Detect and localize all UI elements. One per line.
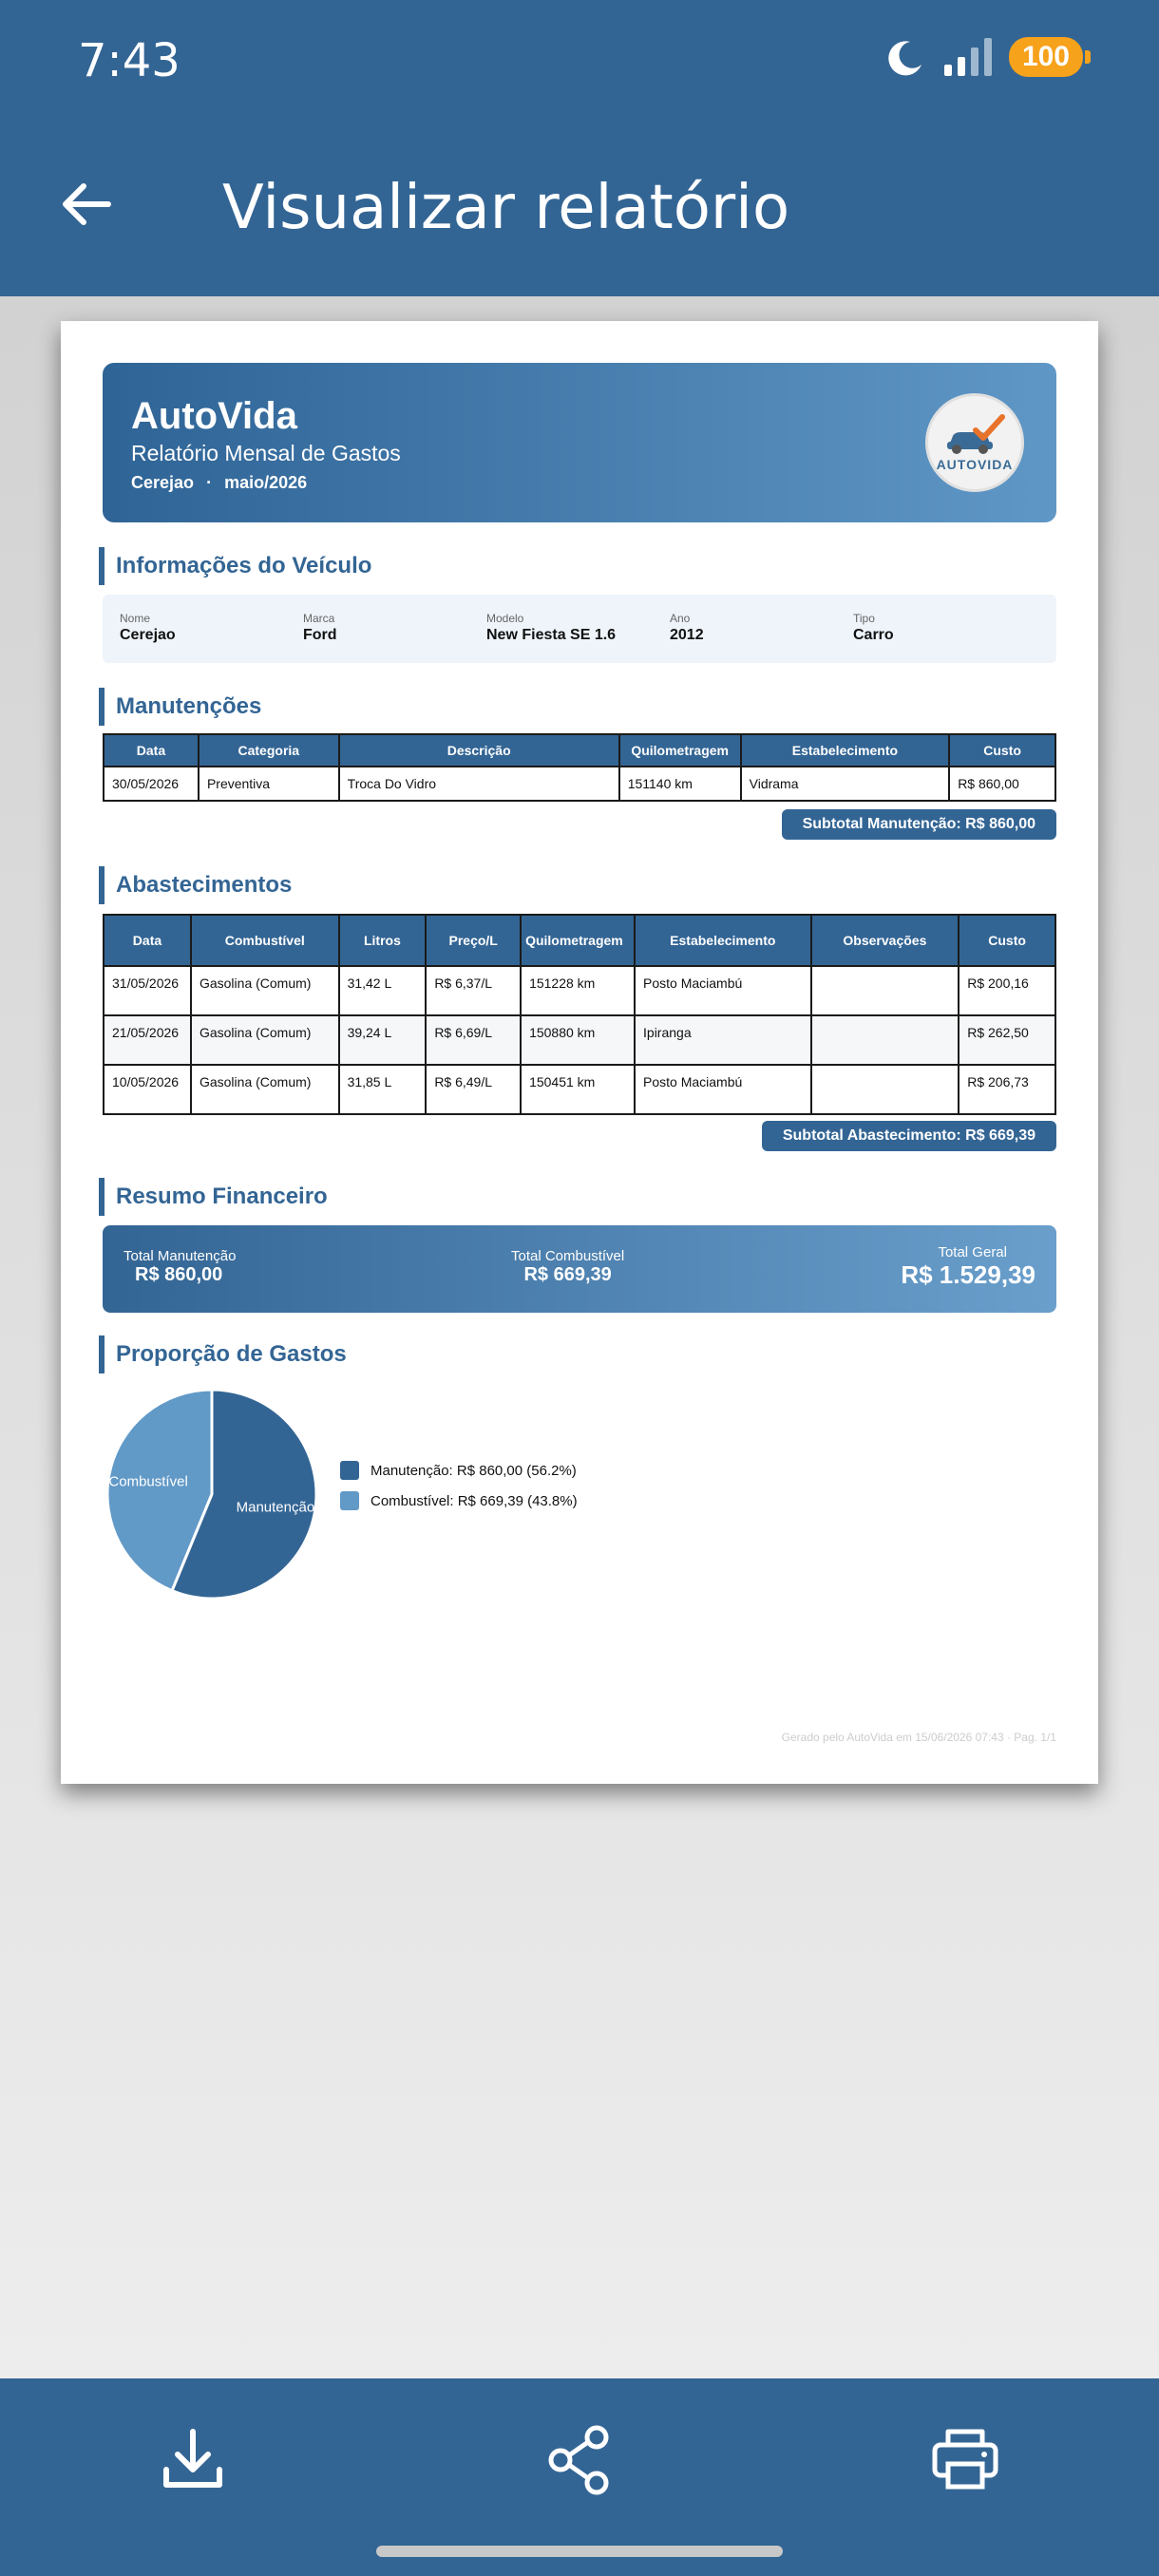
report-brand: AutoVida	[131, 395, 297, 437]
summary-total	[901, 1244, 1036, 1290]
column-header: Estabelecimento	[635, 915, 811, 966]
column-header: Categoria	[199, 734, 339, 767]
table-cell: R$ 206,73	[959, 1065, 1055, 1114]
report-vehicle-name: Cerejao	[131, 473, 195, 492]
vehicle-info-box	[103, 595, 1056, 663]
meta-separator: ·	[206, 473, 213, 492]
table-cell: 30/05/2026	[104, 767, 199, 801]
table-cell: 10/05/2026	[104, 1065, 191, 1114]
table-cell: Vidrama	[741, 767, 950, 801]
section-proportion: Proporção de Gastos	[99, 1335, 347, 1373]
table-cell: R$ 262,50	[959, 1015, 1055, 1065]
share-icon[interactable]	[542, 2422, 618, 2498]
chart-legend	[340, 1461, 578, 1522]
legend-item	[340, 1491, 578, 1510]
fuel-table	[103, 914, 1056, 1115]
table-cell: R$ 6,37/L	[426, 966, 521, 1015]
field-value: 2012	[670, 627, 704, 643]
app-bar	[0, 0, 1159, 296]
field-label: Marca	[303, 612, 335, 625]
field-value: Cerejao	[120, 627, 176, 643]
signal-icon	[942, 36, 992, 78]
summary-value: R$ 860,00	[135, 1264, 223, 1285]
table-cell: Gasolina (Comum)	[191, 1015, 339, 1065]
field-label: Nome	[120, 612, 151, 625]
summary-value: R$ 669,39	[523, 1264, 612, 1285]
section-fuel: Abastecimentos	[99, 866, 292, 904]
moon-icon	[884, 36, 925, 78]
column-header: Data	[104, 915, 191, 966]
table-cell	[811, 966, 960, 1015]
autovida-logo	[925, 393, 1024, 492]
pie-label: Combustível	[108, 1473, 188, 1490]
legend-label: Combustível: R$ 669,39 (43.8%)	[370, 1492, 578, 1509]
report-meta	[131, 473, 307, 493]
field-value: New Fiesta SE 1.6	[486, 627, 617, 643]
section-maintenance: Manutenções	[99, 688, 261, 726]
table-cell: R$ 6,49/L	[426, 1065, 521, 1114]
legend-swatch	[340, 1491, 359, 1510]
table-cell: 31,85 L	[339, 1065, 427, 1114]
legend-item	[340, 1461, 578, 1480]
summary-value: R$ 1.529,39	[901, 1260, 1036, 1289]
table-row	[104, 966, 1055, 1015]
field-label: Tipo	[853, 612, 875, 625]
vehicle-field	[303, 612, 337, 644]
column-header: Custo	[949, 734, 1055, 767]
report-subtitle: Relatório Mensal de Gastos	[131, 441, 401, 465]
summary-fuel	[511, 1248, 624, 1286]
table-cell: 150880 km	[521, 1015, 635, 1065]
field-value: Carro	[853, 627, 894, 643]
field-value: Ford	[303, 627, 337, 643]
vehicle-field	[120, 612, 176, 644]
table-cell: Gasolina (Comum)	[191, 966, 339, 1015]
home-indicator[interactable]	[376, 2546, 783, 2557]
financial-summary	[103, 1225, 1056, 1313]
table-cell: 21/05/2026	[104, 1015, 191, 1065]
vehicle-field	[853, 612, 894, 644]
column-header: Quilometragem	[619, 734, 741, 767]
legend-label: Manutenção: R$ 860,00 (56.2%)	[370, 1462, 577, 1479]
summary-label: Total Manutenção	[124, 1248, 237, 1264]
fuel-subtotal: Subtotal Abastecimento: R$ 669,39	[762, 1121, 1056, 1151]
column-header: Data	[104, 734, 199, 767]
table-cell: 151228 km	[521, 966, 635, 1015]
battery-indicator: 100	[1009, 37, 1083, 77]
column-header: Descrição	[339, 734, 619, 767]
table-header-row	[104, 734, 1055, 767]
section-vehicle-info: Informações do Veículo	[99, 547, 371, 585]
column-header: Preço/L	[426, 915, 521, 966]
column-header: Quilometragem	[521, 915, 635, 966]
status-icons	[884, 36, 1083, 78]
page-title: Visualizar relatório	[222, 173, 790, 243]
table-cell: R$ 860,00	[949, 767, 1055, 801]
column-header: Litros	[339, 915, 427, 966]
status-time: 7:43	[78, 34, 180, 87]
table-cell: R$ 6,69/L	[426, 1015, 521, 1065]
report-period: maio/2026	[224, 473, 308, 492]
table-row	[104, 1065, 1055, 1114]
report-header	[103, 363, 1056, 522]
section-summary: Resumo Financeiro	[99, 1178, 328, 1216]
table-cell: 31/05/2026	[104, 966, 191, 1015]
report-footer: Gerado pelo AutoVida em 15/06/2026 07:43 · Pag. 1/1	[781, 1731, 1056, 1744]
logo-text: AUTOVIDA	[936, 457, 1014, 472]
table-cell: Gasolina (Comum)	[191, 1065, 339, 1114]
legend-swatch	[340, 1461, 359, 1480]
table-cell: Posto Maciambú	[635, 966, 811, 1015]
vehicle-field	[670, 612, 704, 644]
report-page	[61, 321, 1098, 1784]
vehicle-field	[486, 612, 616, 644]
maintenance-subtotal: Subtotal Manutenção: R$ 860,00	[782, 809, 1056, 840]
car-check-icon	[941, 413, 1008, 455]
download-icon[interactable]	[155, 2422, 231, 2498]
column-header: Estabelecimento	[741, 734, 950, 767]
column-header: Combustível	[191, 915, 339, 966]
summary-label: Total Combustível	[511, 1248, 625, 1264]
table-cell: 31,42 L	[339, 966, 427, 1015]
table-cell	[811, 1065, 960, 1114]
table-header-row	[104, 915, 1055, 966]
field-label: Modelo	[486, 612, 524, 625]
field-label: Ano	[670, 612, 691, 625]
table-row	[104, 767, 1055, 801]
table-row	[104, 1015, 1055, 1065]
summary-label: Total Geral	[938, 1244, 1007, 1260]
maintenance-table	[103, 733, 1056, 802]
table-cell: Posto Maciambú	[635, 1065, 811, 1114]
printer-icon[interactable]	[927, 2422, 1003, 2498]
column-header: Observações	[811, 915, 960, 966]
column-header: Custo	[959, 915, 1055, 966]
table-cell: 39,24 L	[339, 1015, 427, 1065]
table-cell: Preventiva	[199, 767, 339, 801]
pie-label: Manutenção	[236, 1499, 315, 1516]
arrow-left-icon[interactable]	[55, 173, 118, 236]
table-cell: Ipiranga	[635, 1015, 811, 1065]
summary-maintenance	[124, 1248, 236, 1286]
table-cell: 151140 km	[619, 767, 741, 801]
pie-chart	[103, 1385, 321, 1603]
table-cell	[811, 1015, 960, 1065]
table-cell: 150451 km	[521, 1065, 635, 1114]
table-cell: Troca Do Vidro	[339, 767, 619, 801]
table-cell: R$ 200,16	[959, 966, 1055, 1015]
